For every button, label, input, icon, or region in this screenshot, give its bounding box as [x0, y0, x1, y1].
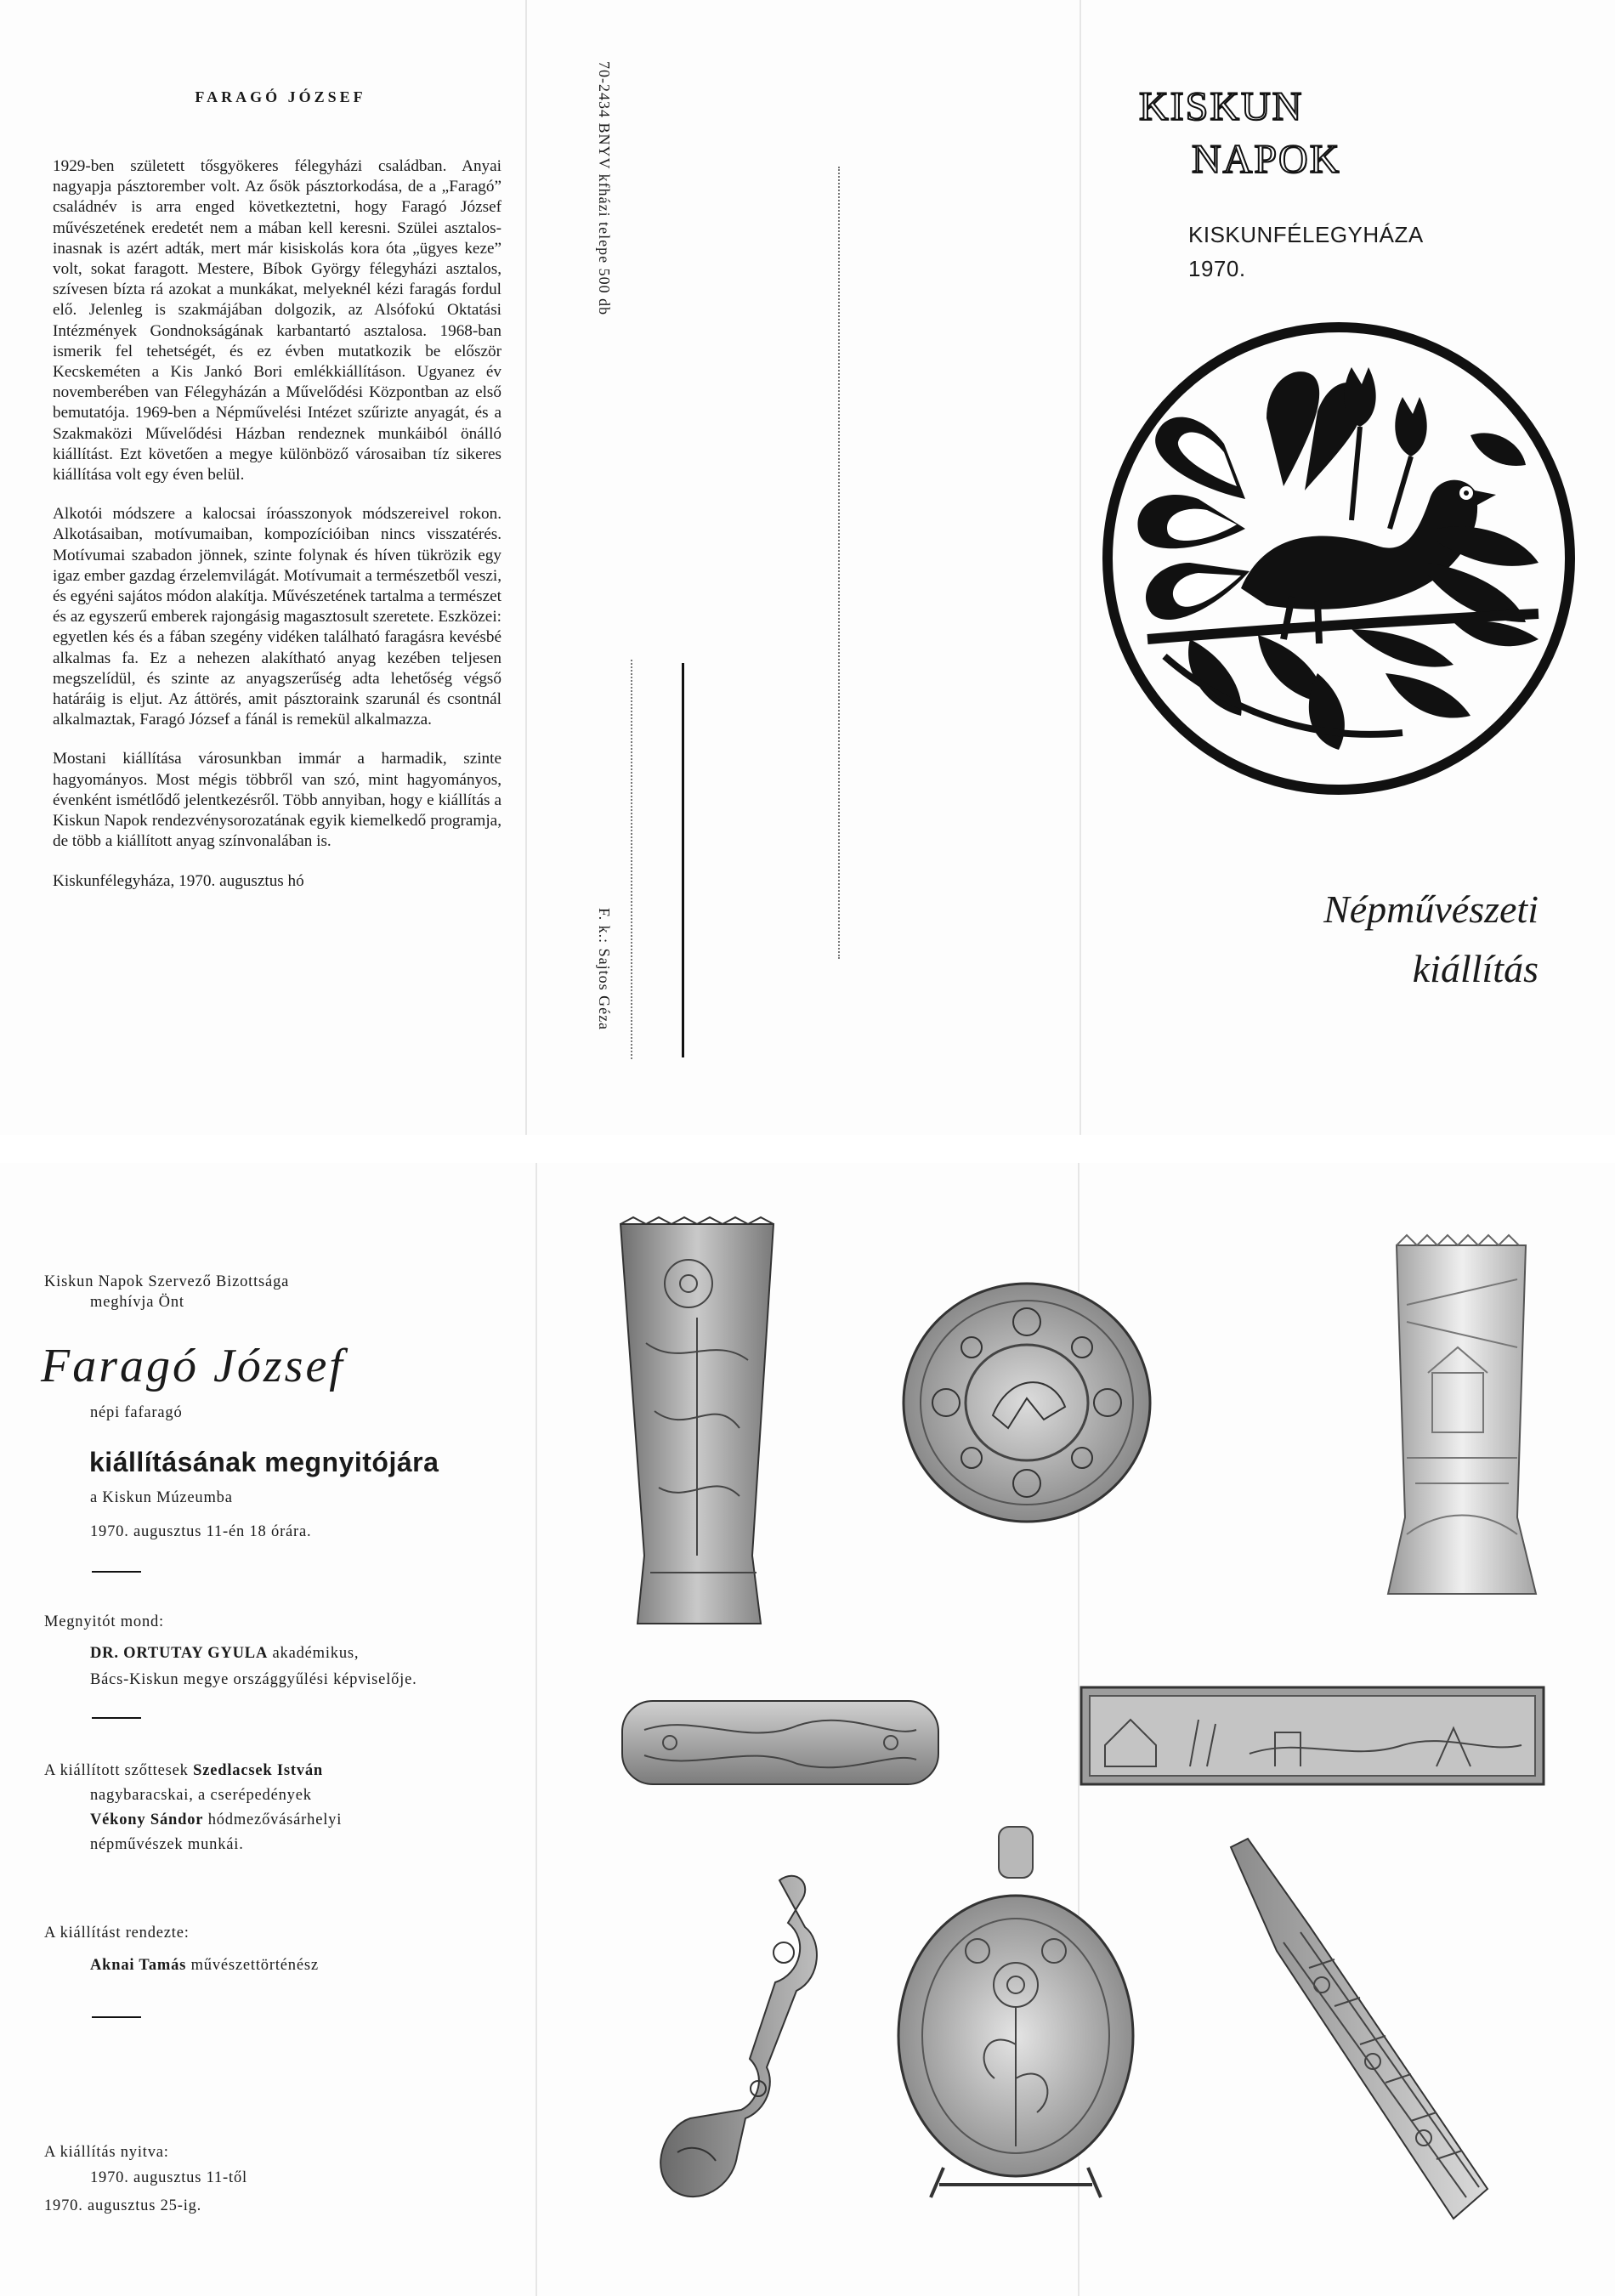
biography-text [53, 156, 502, 910]
cover-year: 1970. [1188, 256, 1246, 281]
editor-credit: F. k.: Sajtos Géza [596, 908, 613, 1031]
biography-paragraph: Mostani kiállítása városunkban immár a harmadik, szinte hagyományos. Most mégis többről van szó, mint hagyományos, évenként ismétlődő jelentkezésről. Több annyiban, hogy e kiállítás a Kiskun Napok rendezvénysorozatának egyik kiemelkedő programja, de több a kiállított anyag színvonalában is. [53, 750, 502, 851]
opener-role: Bács-Kiskun megye országgyűlési képviselője. [90, 1671, 417, 1688]
exhibits-weaver: Szedlacsek István [193, 1762, 324, 1779]
event-datetime: 1970. augusztus 11-én 18 órára. [90, 1523, 312, 1540]
biography-paragraph: Alkotói módszere a kalocsai íróasszonyok módszereivel rokon. Alkotásaiban, motívumaiban, kompozícióiban nincs visszatérés. Motívumai szabadon jönnek, szinte folynak és híven tükrözik egy igaz ember gazdag érzelemvilágát. Motívumait a természetből veszi, és egyéni sajátos módon alakítja. Művészetének tartalma a természet és az egyszerű emberek rajongásig magasztosult szeretete. Eszközei: egyetlen kés és a fában szegény vidéken található faragásra kevésbé alkalmas fa. Ez a nehezen alakítható anyag kezében teljesen megszelídül, és szinte az anyagszerűség adta lehetőség végső határáig is eljut. Az áttörés, amit pásztoraink szarunál és csontnál alkalmaztak, Faragó József a fánál is remekül alkalmazza. [53, 505, 502, 729]
biography-paragraph: 1929-ben született tősgyökeres félegyházi családban. Anyai nagyapja pásztorember volt. Az ősök pásztorkodása, de a „Faragó” családnév is arra enged következtetni, hogy Faragó József művészetének eredetét nem a mában kell keresni. Szülei asztalos-inasnak is azért adták, mert már kisiskolás kora óta „ügyes keze” volt, sokat faragott. Mestere, Bíbok György félegyházi asztalos, szívesen bízta rá azokat a munkákat, melyeknél kézi faragás fordul elő. Jelenleg is szakmájában dolgozik, az Alsófokú Oktatási Intézmények Gondnokságának karbantartó asztalosa. 1968-ban ismerik fel tehetségét, és ez évben mutatkozik be először Kecskeméten a Kis Jankó Bori emlékkiállításon. Ugyanez év novemberében van Félegyházán a Művelődési Központban az első bemutatója. 1969-ben a Népművelési Intézet szűrizte anyagát, és a Szakmaközi Művelődési Házban rendeznek munkáiból önálló kiállítást. Ezt követően a megye különböző városaiban tíz sikeres kiállítása volt egy éven belül. [53, 157, 502, 485]
carved-flask-icon [892, 1823, 1139, 2206]
venue: a Kiskun Múzeumba [90, 1489, 233, 1506]
arranged-line [90, 1957, 319, 1975]
biography-title: FARAGÓ JÓZSEF [195, 88, 366, 105]
artist-role: népi fafaragó [90, 1404, 183, 1421]
cover-subtitle [1266, 880, 1538, 999]
open-to: 1970. augusztus 25-ig. [44, 2197, 202, 2214]
address-dotted-line [631, 660, 632, 1059]
bird-on-flowering-branch-icon [1096, 316, 1581, 801]
exhibits-line3 [90, 1811, 342, 1829]
invitation-host: Kiskun Napok Szervező Bizottsága [44, 1273, 290, 1290]
exhibits-suffix: népművészek munkái. [90, 1836, 244, 1853]
carved-tall-vase-icon [1381, 1228, 1543, 1602]
carved-spoon-icon [639, 1863, 843, 2203]
print-note: 70-2434 BNYV kfházi telepe 500 db [596, 61, 613, 316]
outer-sheet [0, 0, 1615, 1135]
opener-label: Megnyitót mond: [44, 1613, 164, 1630]
address-line [682, 663, 684, 1057]
invitation-host-line2: meghívja Önt [90, 1294, 184, 1311]
carved-box-icon [619, 1696, 942, 1789]
arranged-role: művészettörténész [190, 1957, 319, 1974]
divider [92, 2016, 141, 2018]
cover-subtitle-line1: Népművészeti [1323, 887, 1538, 931]
open-from: 1970. augusztus 11-től [90, 2169, 247, 2186]
carved-paddle-icon [1224, 1832, 1513, 2231]
cover-place-year [1188, 218, 1424, 286]
opener-line [90, 1645, 359, 1663]
event-title: kiállításának megnyitójára [89, 1447, 439, 1477]
divider [92, 1717, 141, 1719]
exhibits-weaver-place: nagybaracskai, a cserépedények [90, 1787, 312, 1804]
carved-vase-icon [612, 1216, 782, 1632]
artist-name: Faragó József [41, 1340, 345, 1392]
open-label: A kiállítás nyitva: [44, 2144, 169, 2161]
exhibits-potter: Vékony Sándor [90, 1811, 204, 1828]
divider [92, 1571, 141, 1573]
exhibits-potter-place: hódmezővásárhelyi [207, 1811, 343, 1828]
address-dotted-line [838, 167, 840, 959]
cover-title-line2: NAPOK [1192, 137, 1341, 182]
arranged-name: Aknai Tamás [90, 1957, 187, 1974]
fold-line [1080, 0, 1081, 1135]
exhibits-line1 [44, 1762, 323, 1780]
exhibits-prefix: A kiállított szőttesek [44, 1762, 189, 1779]
biography-signoff: Kiskunfélegyháza, 1970. augusztus hó [53, 871, 304, 890]
opener-name: DR. ORTUTAY GYULA [90, 1645, 269, 1662]
carved-plate-icon [899, 1279, 1154, 1526]
cover-title-line1: KISKUN [1139, 84, 1304, 129]
fold-line [525, 0, 527, 1135]
cover-subtitle-line2: kiállítás [1412, 947, 1538, 990]
arranged-label: A kiállítást rendezte: [44, 1925, 190, 1942]
cover-place: KISKUNFÉLEGYHÁZA [1188, 222, 1424, 247]
fold-line [536, 1163, 537, 2296]
carved-relief-panel-icon [1080, 1686, 1545, 1786]
opener-title: akadémikus, [272, 1645, 360, 1662]
